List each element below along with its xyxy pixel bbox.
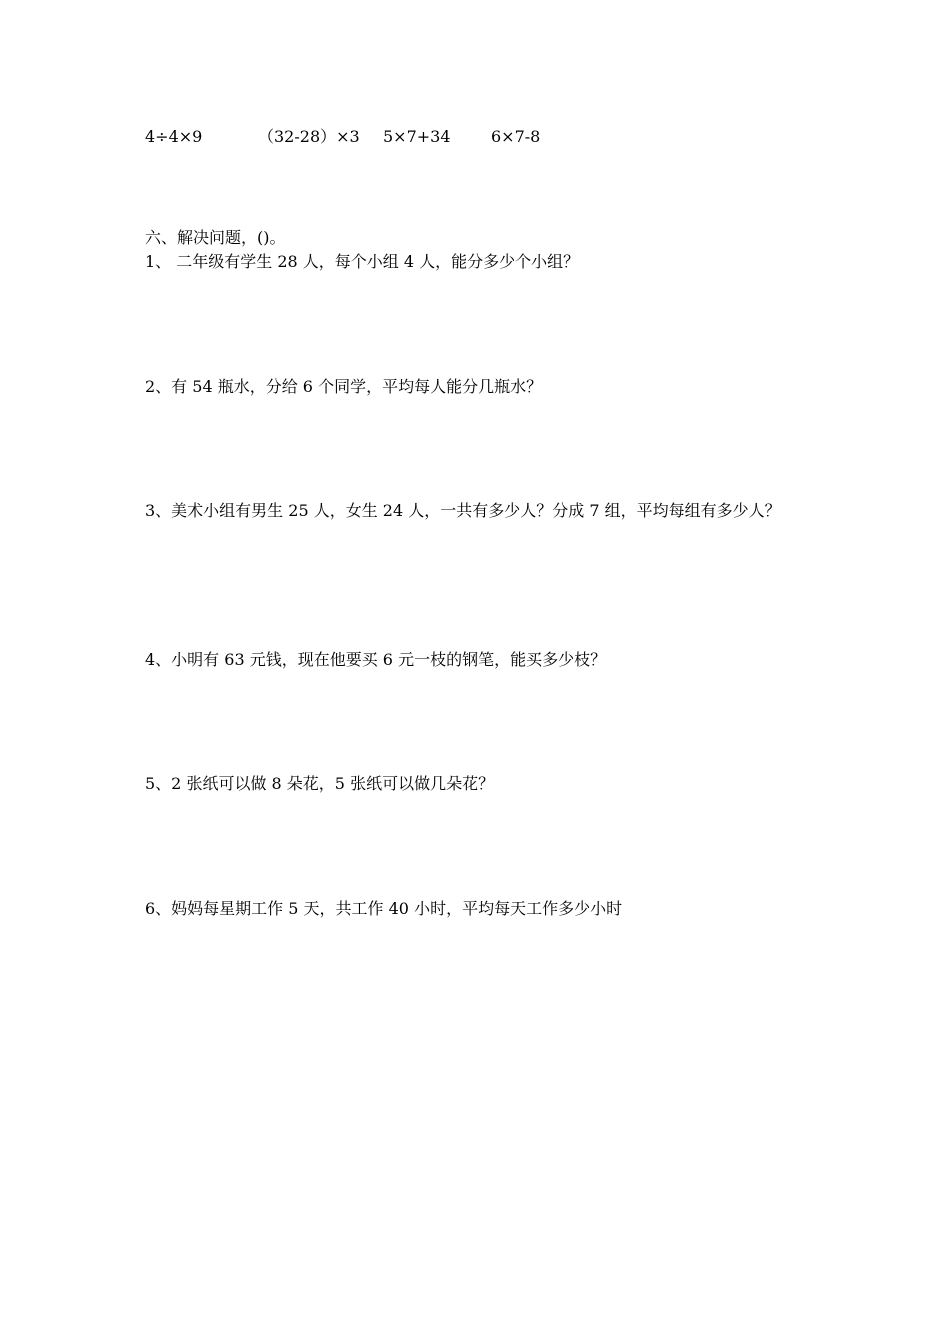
- question-4: 4、小明有 63 元钱，现在他要买 6 元一枝的钢笔，能买多少枝？: [145, 650, 607, 669]
- section-heading: 六、解决问题，()。: [145, 228, 286, 247]
- question-2: 2、有 54 瓶水，分给 6 个同学，平均每人能分几瓶水？: [145, 377, 543, 396]
- question-5: 5、2 张纸可以做 8 朵花，5 张纸可以做几朵花？: [145, 774, 495, 793]
- expression-2: （32-28）×3: [258, 127, 360, 146]
- expression-1: 4÷4×9: [145, 127, 203, 146]
- question-1: 1、 二年级有学生 28 人，每个小组 4 人，能分多少个小组？: [145, 252, 580, 271]
- expression-4: 6×7-8: [491, 127, 541, 146]
- question-6: 6、妈妈每星期工作 5 天，共工作 40 小时，平均每天工作多少小时: [145, 899, 623, 918]
- expression-3: 5×7+34: [383, 127, 451, 146]
- question-3: 3、美术小组有男生 25 人，女生 24 人，一共有多少人？分成 7 组，平均每组有多少人？: [145, 501, 781, 520]
